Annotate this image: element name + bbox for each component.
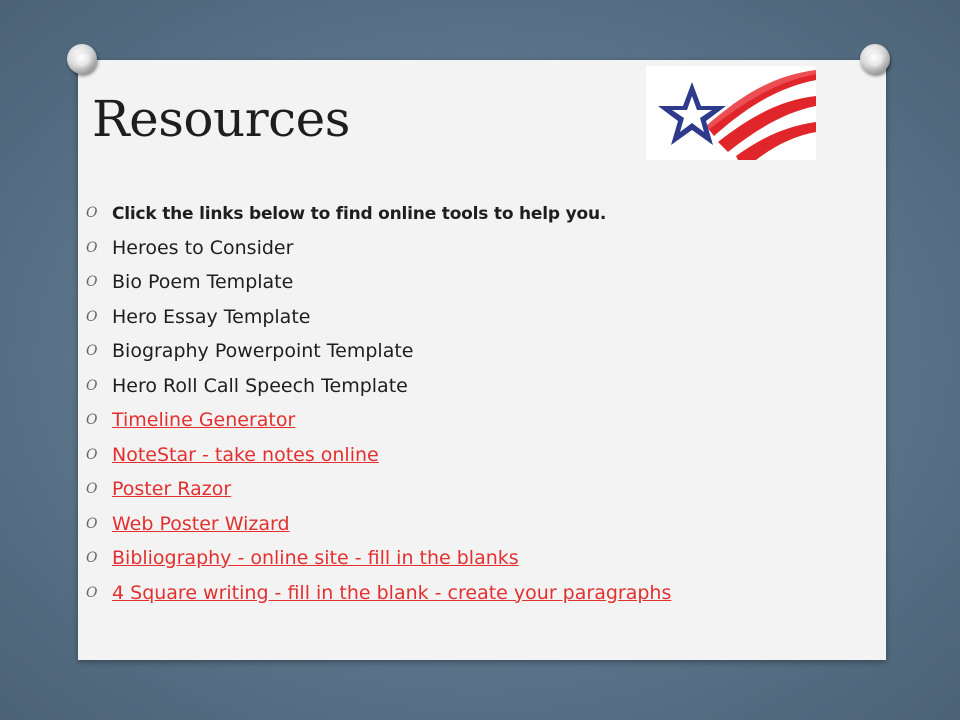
bullet-icon: O [86, 550, 98, 566]
list-item [86, 576, 671, 611]
bullet-icon: O [86, 274, 98, 290]
list-item [86, 196, 671, 231]
resource-text: Hero Roll Call Speech Template [112, 374, 408, 397]
resource-link[interactable]: Timeline Generator [112, 409, 296, 431]
resource-text: Heroes to Consider [112, 236, 294, 259]
resource-link[interactable]: Bibliography - online site - fill in the blanks [112, 547, 519, 569]
list-item [86, 231, 671, 266]
list-item [86, 438, 671, 473]
intro-text: Click the links below to find online tools to help you. [112, 204, 607, 224]
bullet-icon: O [86, 481, 98, 497]
list-item [86, 334, 671, 369]
resource-list [86, 196, 671, 610]
list-item [86, 403, 671, 438]
bullet-icon: O [86, 515, 98, 532]
list-item [86, 265, 671, 300]
bullet-icon: O [86, 377, 98, 394]
bullet-icon: O [86, 205, 98, 221]
resource-link[interactable]: Poster Razor [112, 478, 232, 500]
resource-link[interactable]: 4 Square writing - fill in the blank - create your paragraphs [112, 581, 672, 604]
pushpin-icon [67, 44, 97, 74]
pushpin-icon [860, 44, 890, 74]
resource-text: Bio Poem Template [112, 271, 294, 293]
bullet-icon: O [86, 584, 98, 601]
list-item [86, 369, 671, 404]
list-item [86, 507, 671, 542]
list-item [86, 541, 671, 576]
bullet-icon: O [86, 446, 98, 463]
list-item [86, 300, 671, 335]
slide-title: Resources [92, 90, 350, 148]
list-item [86, 472, 671, 507]
resource-text: Biography Powerpoint Template [112, 340, 414, 362]
star-flag-logo-icon [646, 66, 816, 160]
bullet-icon: O [86, 343, 98, 359]
resource-text: Hero Essay Template [112, 305, 311, 328]
bullet-icon: O [86, 412, 98, 428]
bullet-icon: O [86, 239, 98, 256]
bullet-icon: O [86, 308, 98, 325]
resource-link[interactable]: NoteStar - take notes online [112, 443, 379, 466]
resource-link[interactable]: Web Poster Wizard [112, 512, 290, 535]
